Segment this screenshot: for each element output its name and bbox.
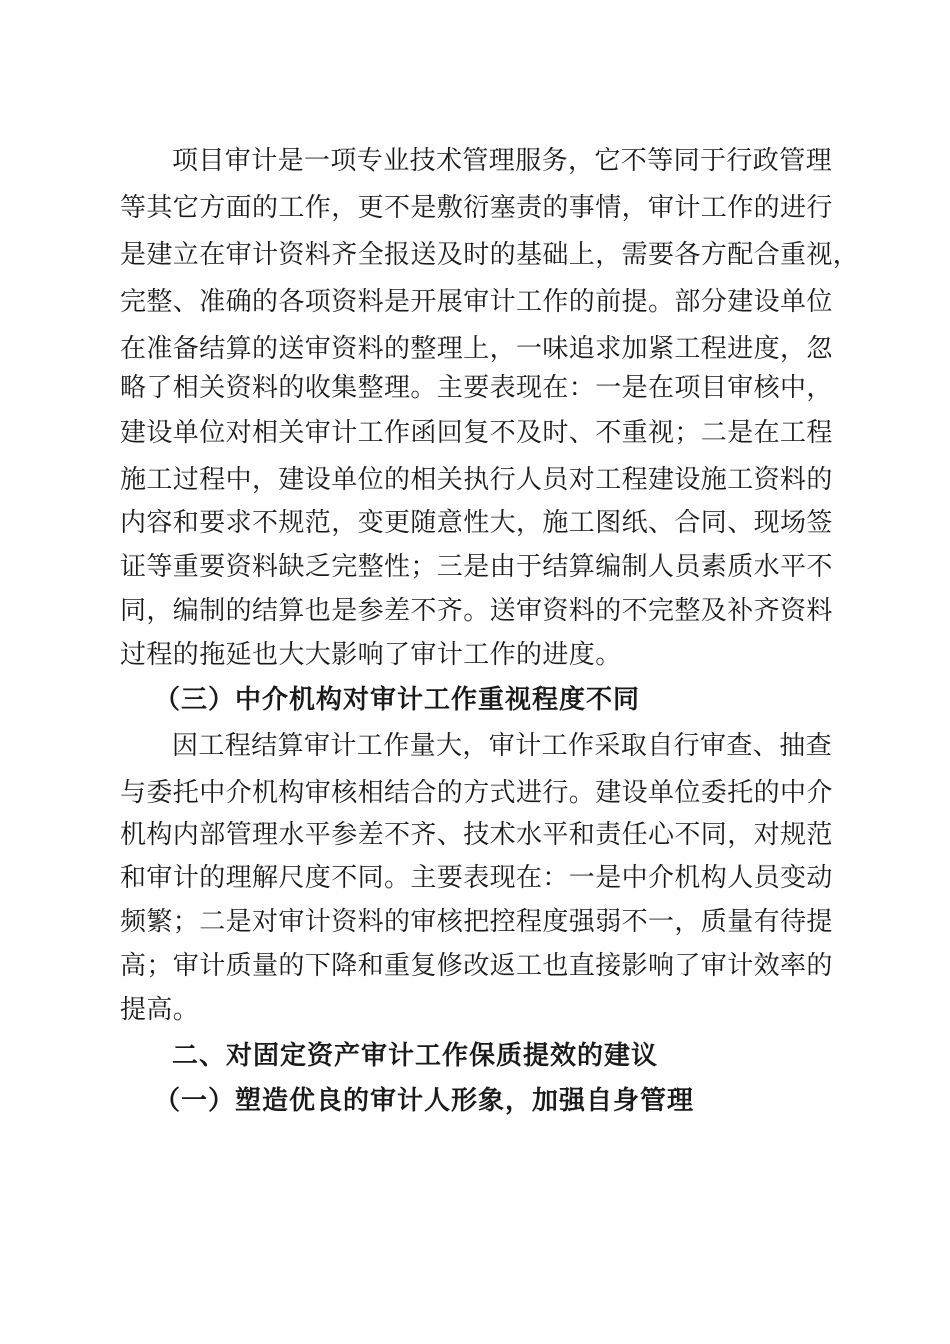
- paragraph-line: 同，编制的结算也是参差不齐。送审资料的不完整及补齐资料: [120, 596, 833, 626]
- paragraph-line: 过程的拖延也大大影响了审计工作的进度。: [120, 640, 622, 670]
- paragraph-line: 因工程结算审计工作量大，审计工作采取自行审查、抽查: [172, 731, 833, 761]
- paragraph-line: 与委托中介机构审核相结合的方式进行。建设单位委托的中介: [120, 778, 833, 808]
- paragraph-line: 和审计的理解尺度不同。主要表现在：一是中介机构人员变动: [120, 863, 833, 893]
- paragraph-line: 建设单位对相关审计工作函回复不及时、不重视；二是在工程: [120, 418, 833, 448]
- section-heading: 二、对固定资产审计工作保质提效的建议: [172, 1041, 659, 1071]
- subheading-three: （三）中介机构对审计工作重视程度不同: [154, 685, 641, 715]
- paragraph-line: 完整、准确的各项资料是开展审计工作的前提。部分建设单位: [120, 287, 833, 317]
- paragraph-line: 施工过程中，建设单位的相关执行人员对工程建设施工资料的: [120, 465, 833, 495]
- paragraph-line: 机构内部管理水平参差不齐、技术水平和责任心不同，对规范: [120, 820, 833, 850]
- paragraph-line: 高；审计质量的下降和重复修改返工也直接影响了审计效率的: [120, 951, 833, 981]
- paragraph-line: 提高。: [120, 995, 200, 1025]
- paragraph-line: 项目审计是一项专业技术管理服务，它不等同于行政管理: [172, 146, 833, 176]
- subheading-one: （一）塑造优良的审计人形象，加强自身管理: [154, 1086, 695, 1116]
- paragraph-line: 在准备结算的送审资料的整理上，一味追求加紧工程进度，忽: [120, 334, 833, 364]
- paragraph-line: 略了相关资料的收集整理。主要表现在：一是在项目审核中，: [120, 373, 833, 403]
- paragraph-line: 内容和要求不规范，变更随意性大，施工图纸、合同、现场签: [120, 508, 833, 538]
- paragraph-line: 频繁；二是对审计资料的审核把控程度强弱不一，质量有待提: [120, 907, 833, 937]
- paragraph-line: 等其它方面的工作，更不是敷衍塞责的事情，审计工作的进行: [120, 193, 833, 223]
- paragraph-line: 证等重要资料缺乏完整性；三是由于结算编制人员素质水平不: [120, 552, 833, 582]
- paragraph-line: 是建立在审计资料齐全报送及时的基础上，需要各方配合重视，: [120, 240, 860, 270]
